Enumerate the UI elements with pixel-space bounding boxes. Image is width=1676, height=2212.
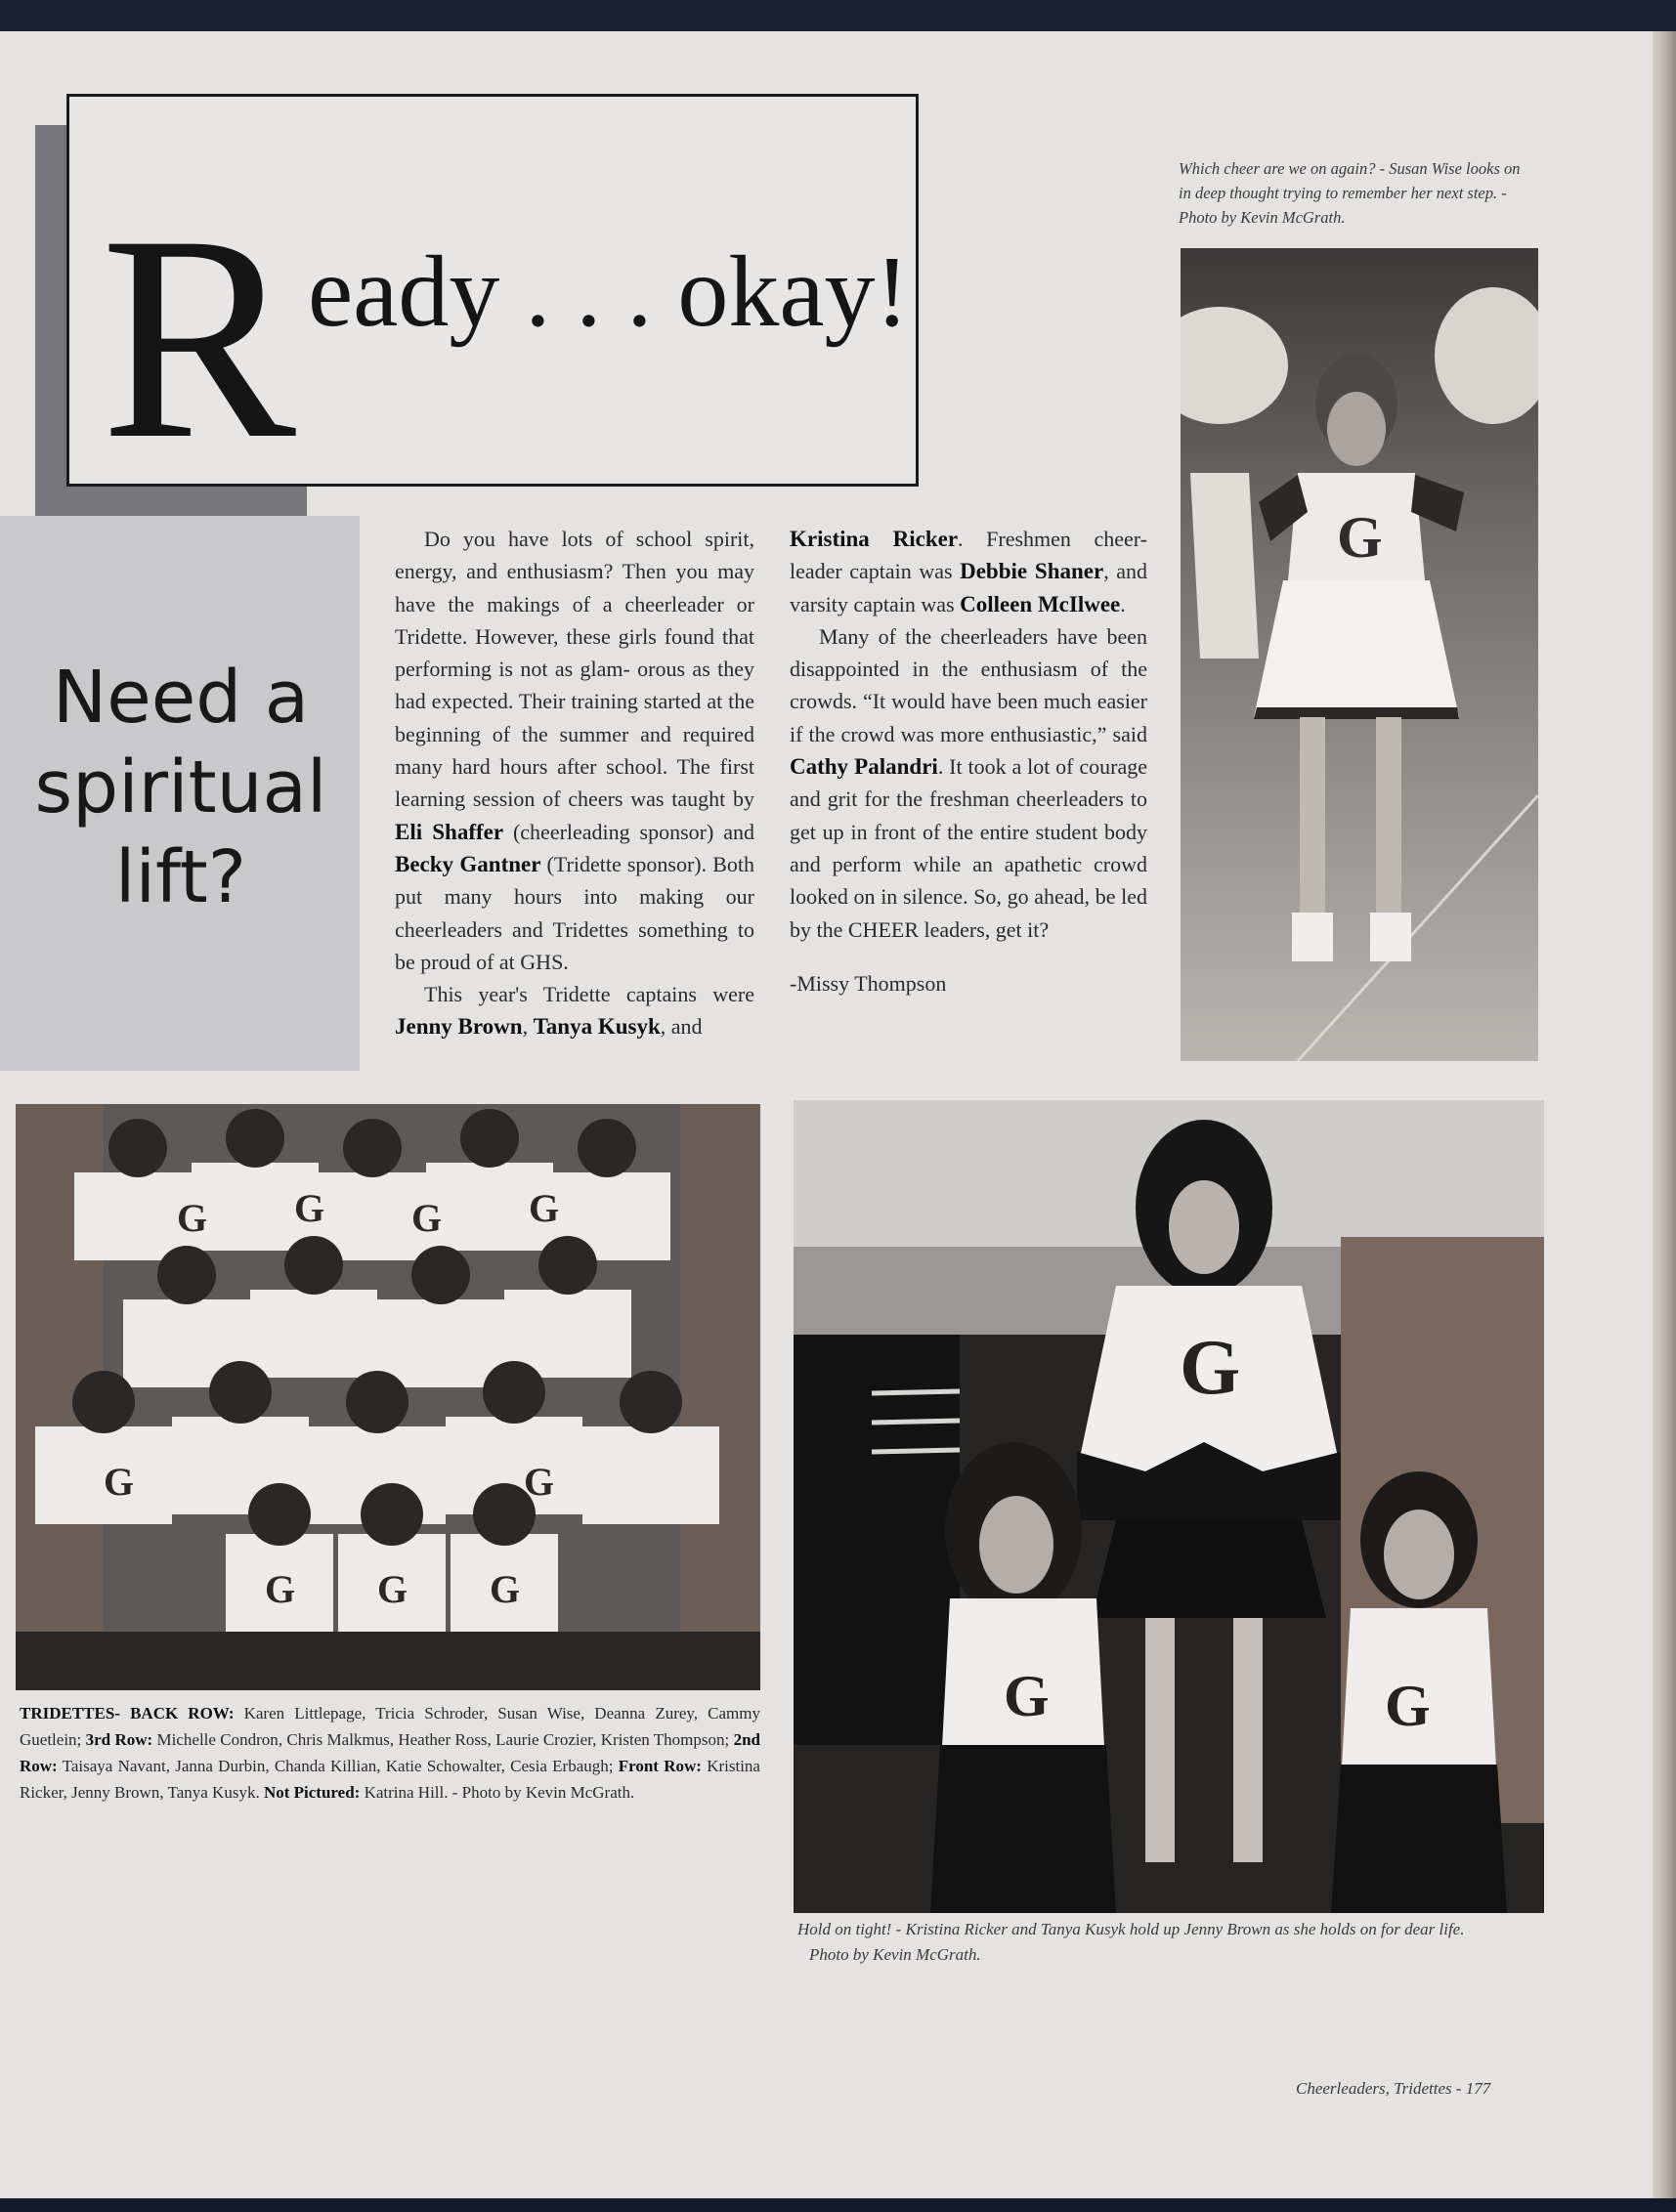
sidebar-heading-line: spiritual [34,745,327,830]
person-name: Jenny Brown [395,1014,523,1040]
group-photo-caption [20,1700,760,1806]
caption-row-label: TRIDETTES- BACK ROW: [20,1704,235,1723]
photo-caption-cheer: Which cheer are we on again? - Susan Wise looks on in deep thought trying to remember her next step. - Photo by Kevin McGrath. [1179,159,1521,227]
group-photo-illustration [16,1104,760,1690]
article-column-2 [790,523,1147,1000]
caption-row-label: 2nd Row: [20,1730,760,1775]
svg-text:G: G [490,1567,521,1611]
cheer-lift-photo [794,1100,1544,1913]
article-paragraph [790,523,1147,620]
svg-text:G: G [1337,505,1383,570]
caption-names: Kristina Ricker, Jenny Brown, Tanya Kusyk. [20,1757,760,1802]
svg-text:G: G [377,1567,408,1611]
person-name: Colleen McIlwee [960,591,1121,617]
svg-text:G: G [524,1460,555,1504]
svg-text:G: G [104,1460,135,1504]
body-text: . It took a lot of courage and grit for the freshman cheerleaders to get up in front of the entire student body and perform while an apathetic crowd looked on in silence. So, go ahead, be led by the CHEER leaders, get it? [790,754,1147,942]
body-text: Many of the cheerleaders have been disappointed in the enthusiasm of the crowds. “It would have been much easier if the crowd was more enthusiastic,” said [790,623,1147,746]
body-text: Do you have lots of school spirit, energy, and enthusiasm? Then you may have the makings of a cheerleader or Tridette. However, these girls found that performing is not as glam- orous as they had expected. Their training started at the beginning of the summer and required many hard hours after school. The first learning session of cheers was taught by [395,527,754,812]
svg-text:G: G [411,1196,443,1240]
body-text: (Tridette sponsor). Both put many hours into making our cheerleaders and Tridettes something to be proud of at GHS. [395,851,754,974]
page-folio: Cheerleaders, Tridettes - 177 [1296,2079,1491,2098]
cheerleader-photo [1181,248,1538,1061]
scan-border [0,2198,1676,2212]
caption-names: Michelle Condron, Chris Malkmus, Heather Ross, Laurie Crozier, Kristen Thompson; [152,1730,734,1749]
body-text: , and [660,1014,703,1040]
svg-text:G: G [1004,1664,1050,1728]
caption-row-label: Front Row: [618,1757,702,1775]
svg-text:G: G [265,1567,296,1611]
person-name: Eli Shaffer [395,819,504,844]
article-column-1 [395,523,754,1043]
svg-text:G: G [1180,1325,1241,1411]
caption-names: Katrina Hill. - Photo by Kevin McGrath. [360,1783,635,1802]
svg-text:G: G [177,1196,208,1240]
page-edge [1653,31,1676,2198]
caption-row-label: 3rd Row: [85,1730,153,1749]
article-paragraph [395,523,754,978]
person-name: Tanya Kusyk [533,1014,661,1040]
tridettes-group-photo [16,1104,760,1690]
article-byline: -Missy Thompson [790,970,947,996]
body-text: , [522,1014,534,1040]
caption-line: Photo by Kevin McGrath. [809,1945,981,1964]
svg-text:G: G [294,1186,325,1230]
caption-line: Hold on tight! - Kristina Ricker and Tanya Kusyk hold up Jenny Brown as she holds on for dear life. [797,1920,1465,1938]
article-paragraph [790,620,1147,946]
lift-photo-illustration [794,1100,1544,1913]
body-text: This year's Tridette captains were [424,982,754,1007]
article-paragraph [395,978,754,1043]
title-box [66,94,919,499]
person-name: Cathy Palandri [790,754,938,780]
title-dropcap: R [101,175,297,499]
svg-text:G: G [529,1186,560,1230]
sidebar-heading-line: lift? [114,835,247,919]
photo-caption-lift [797,1917,1560,1968]
person-name: Kristina Ricker [790,527,959,551]
sidebar-heading [12,653,350,922]
sidebar-heading-line: Need a [52,656,310,740]
caption-names: Karen Littlepage, Tricia Schroder, Susan Wise, Deanna Zurey, Cammy Guetlein; [20,1704,760,1749]
body-text: . [1120,591,1126,617]
person-name: Debbie Shaner [960,559,1104,584]
person-name: Becky Gantner [395,851,541,876]
caption-row-label: Not Pictured: [263,1783,361,1802]
body-text: , and varsity captain was [790,559,1148,617]
cheerleader-photo-illustration [1181,248,1538,1061]
body-text: (cheerleading sponsor) and [503,819,754,844]
title-text: eady . . . okay! [308,235,910,348]
body-text: . Freshmen cheer- leader captain was [790,527,1147,584]
caption-names: Taisaya Navant, Janna Durbin, Chanda Killian, Katie Schowalter, Cesia Erbaugh; [57,1757,619,1775]
svg-text:G: G [1385,1674,1431,1738]
